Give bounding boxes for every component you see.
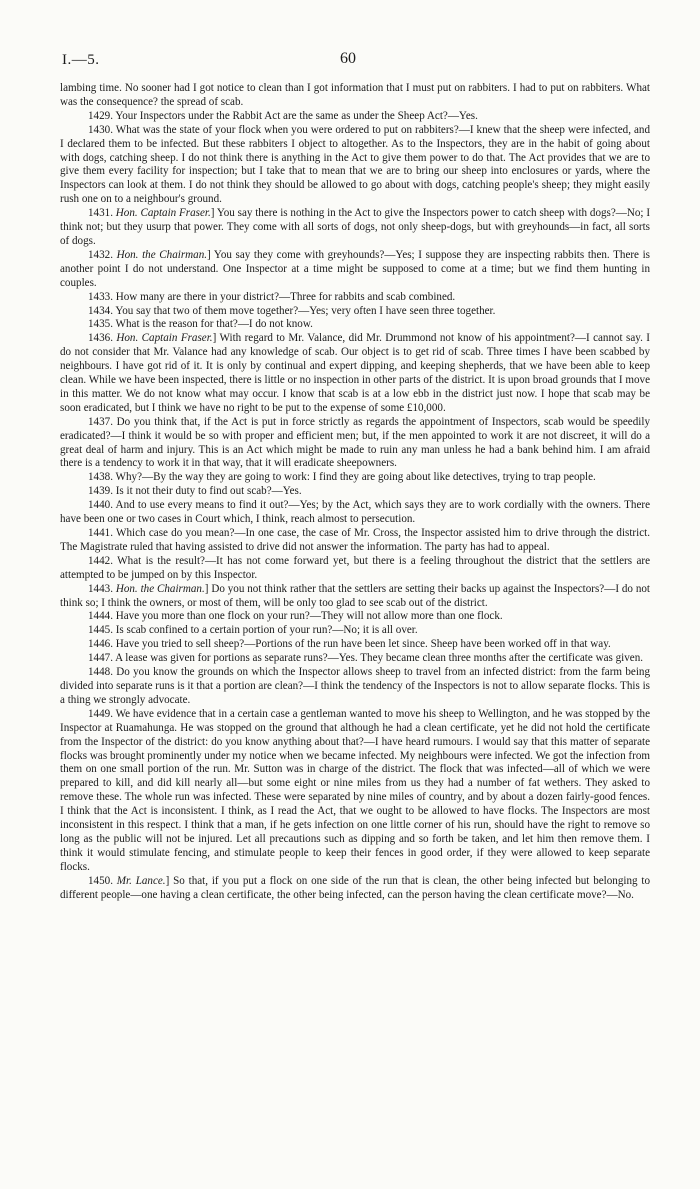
evidence-paragraph bbox=[60, 124, 650, 207]
evidence-paragraph bbox=[60, 291, 650, 305]
document-reference: I.—5. bbox=[62, 52, 100, 68]
speaker-bracket: ] bbox=[212, 332, 220, 345]
paragraph-text: So that, if you put a flock on one side of the run that is clean, the other being infected but belonging to different people—one having a clean certificate, the other being infected, can the person having the clean certificate move?—No. bbox=[60, 874, 651, 901]
evidence-paragraph bbox=[60, 708, 650, 875]
paragraph-text: 1437. Do you think that, if the Act is put in force strictly as regards the appointment of Inspectors, scab would be speedily eradicated?—I think it would be so with proper and efficient men; but, if the men appointed to work it are not discreet, it will do a great deal of harm and injury. This is an Act which might be made to ruin any man unless he had a bank behind him. I am afraid there is a tendency to work it in that way, that it will eradicate sheepowners. bbox=[60, 415, 650, 470]
evidence-paragraph bbox=[60, 485, 650, 499]
speaker-name: Hon. the Chairman. bbox=[116, 248, 208, 261]
speaker-bracket: ] bbox=[165, 874, 174, 887]
question-number: 1436. bbox=[88, 332, 117, 345]
paragraph-text: 1448. Do you know the grounds on which the Inspector allows sheep to travel from an infected district: from the farm being divided into separate runs is it that a portion are clean?—I think the tendency of the Inspectors is not to allow separate flocks. This is a thing we strongly advocate. bbox=[60, 666, 650, 706]
paragraph-text: You say they come with greyhounds?—Yes; I suppose they are inspecting rabbits then. There is another point I do not understand. One Inspector at a time might be supposed to come at a time; but we find them hunting in couples. bbox=[60, 248, 650, 289]
paragraph-text: 1447. A lease was given for portions as separate runs?—Yes. They became clean three months after the certificate was given. bbox=[88, 652, 644, 665]
speaker-bracket: ] bbox=[207, 248, 214, 261]
evidence-paragraph bbox=[60, 416, 650, 472]
evidence-paragraph bbox=[60, 555, 650, 583]
paragraph-text: 1440. And to use every means to find it out?—Yes; by the Act, which says they are to work cordially with the owners. There have been one or two cases in Court which, I think, reach almost to persecution. bbox=[60, 499, 650, 526]
evidence-paragraph bbox=[60, 499, 650, 527]
evidence-paragraph bbox=[60, 305, 650, 319]
evidence-paragraph bbox=[60, 527, 650, 555]
paragraph-text: lambing time. No sooner had I got notice to clean than I got information that I must put on rabbiters. I had to put on rabbiters. What was the consequence? the spread of scab. bbox=[60, 82, 650, 108]
evidence-paragraph bbox=[60, 638, 650, 652]
speaker-bracket: ] bbox=[204, 582, 212, 595]
paragraph-text: 1449. We have evidence that in a certain case a gentleman wanted to move his sheep to Wellington, and he was stopped by the Inspector at Ruamahunga. He was stopped on the ground that although he had a clean certificate, yet he did not hold the certificate from the Inspector of the district: do you know anything about that?—I have heard rumours. I would say that this matter of separate flocks was brought prominently under my notice when we became infected. My neighbours were infected. We got the infection from them on one small portion of the run. Mr. Sutton was in charge of the district. The flock that was infected—all of which we were prepared to kill, and did kill nearly all—but some eight or nine miles from us they had a number of fat wethers. They asked to remove these. The whole run was infected. These were separated by nine miles of country, and by about a dozen fairly-good fences. I think that the Act is inconsistent. I think, as I read the Act, that we ought to be allowed to have flocks. The Inspectors are most inconsistent in this respect. I think that a man, if he gets infection on one little corner of his run, should have the right to remove so long as the public will not be injured. Let all precautions such as dipping and so forth be taken, and let him then remove them. I think it would stimulate fencing, and stimulate people to keep their fences in good order, if they were allowed to keep separate flocks. bbox=[60, 707, 650, 873]
paragraph-text: 1445. Is scab confined to a certain portion of your run?—No; it is all over. bbox=[88, 624, 418, 637]
question-number: 1432. bbox=[88, 248, 117, 261]
evidence-paragraph bbox=[60, 583, 650, 611]
minutes-of-evidence-text bbox=[60, 82, 650, 902]
paragraph-text: With regard to Mr. Valance, did Mr. Drummond not know of his appointment?—I cannot say. I do not consider that Mr. Valance had any knowledge of scab. Our object is to get rid of scab. Three times I have been scabbed by neighbours. I have got rid of it. It is only by continual and expert dipping, and keeping shepherds, that we have been able to keep clean. While we have been inspected, there is little or no inspection in other parts of the district. It is upon broad grounds that I move in this matter. We do not know what may occur. I know that scab is at a low ebb in the district just now. I hope that scab may be soon eradicated, but I think we have no right to be put to the expense of some £10,000. bbox=[60, 332, 650, 414]
evidence-paragraph bbox=[60, 875, 650, 903]
paragraph-text: 1430. What was the state of your flock when you were ordered to put on rabbiters?—I knew that the sheep were infected, and I declared them to be infected. But these rabbiters I object to altogether. As to the Inspectors, they are in the habit of going about with dogs, catching sheep. I do not think there is anything in the Act to give them power to do that. The Act provides that we are to give them every facility for inspection; but I take that to mean that we are to bring our sheep into enclosures or yards, where the Inspectors can look at them. I do not think they should be allowed to go about with dogs, catching people's sheep; they might easily rush one on to a neighbour's ground. bbox=[60, 123, 650, 206]
evidence-paragraph bbox=[60, 207, 650, 249]
page-number: 60 bbox=[340, 50, 356, 67]
evidence-paragraph bbox=[60, 610, 650, 624]
evidence-paragraph bbox=[60, 318, 650, 332]
evidence-paragraph bbox=[60, 110, 650, 124]
paragraph-text: 1438. Why?—By the way they are going to work: I find they are going about like detectives, trying to trap people. bbox=[88, 471, 596, 484]
question-number: 1431. bbox=[88, 207, 116, 220]
evidence-paragraph bbox=[60, 652, 650, 666]
evidence-paragraph bbox=[60, 624, 650, 638]
speaker-name: Hon. Captain Fraser. bbox=[116, 332, 213, 345]
question-number: 1450. bbox=[88, 874, 117, 887]
paragraph-text: 1439. Is it not their duty to find out scab?—Yes. bbox=[88, 485, 302, 498]
paragraph-text: 1434. You say that two of them move together?—Yes; very often I have seen three together. bbox=[88, 304, 496, 317]
speaker-name: Hon. the Chairman. bbox=[115, 582, 205, 595]
speaker-bracket: ] bbox=[210, 207, 217, 220]
paragraph-text: 1433. How many are there in your district?—Three for rabbits and scab combined. bbox=[88, 290, 456, 303]
paragraph-text: 1429. Your Inspectors under the Rabbit Act are the same as under the Sheep Act?—Yes. bbox=[88, 109, 478, 122]
evidence-paragraph bbox=[60, 471, 650, 485]
evidence-paragraph bbox=[60, 249, 650, 291]
paragraph-text: You say there is nothing in the Act to give the Inspectors power to catch sheep with dogs?—No; I think not; but they usurp that power. They come with all sorts of dogs, not only sheep-dogs, but with greyhounds—in fact, all sorts of dogs. bbox=[60, 207, 651, 247]
evidence-paragraph bbox=[60, 332, 650, 415]
paragraph-text: Do you not think rather that the settlers are setting their backs up against the Inspectors?—I do not think so; I think the owners, or most of them, will be only too glad to see scab out of the district. bbox=[60, 582, 651, 609]
evidence-paragraph bbox=[60, 82, 650, 110]
paragraph-text: 1441. Which case do you mean?—In one case, the case of Mr. Cross, the Inspector assisted him to drive through the district. The Magistrate ruled that having assisted to drive did not answer the information. The party has had to appeal. bbox=[60, 527, 650, 553]
speaker-name: Mr. Lance. bbox=[116, 874, 166, 887]
paragraph-text: 1446. Have you tried to sell sheep?—Portions of the run have been let since. Sheep have been worked off in that way. bbox=[88, 638, 611, 651]
paragraph-text: 1444. Have you more than one flock on your run?—They will not allow more than one flock. bbox=[88, 610, 503, 623]
question-number: 1443. bbox=[88, 582, 116, 595]
evidence-paragraph bbox=[60, 666, 650, 708]
speaker-name: Hon. Captain Fraser. bbox=[115, 207, 211, 220]
paragraph-text: 1442. What is the result?—It has not come forward yet, but there is a feeling throughout the district that the settlers are attempted to be jumped on by this Inspector. bbox=[60, 554, 650, 581]
paragraph-text: 1435. What is the reason for that?—I do not know. bbox=[88, 318, 313, 331]
